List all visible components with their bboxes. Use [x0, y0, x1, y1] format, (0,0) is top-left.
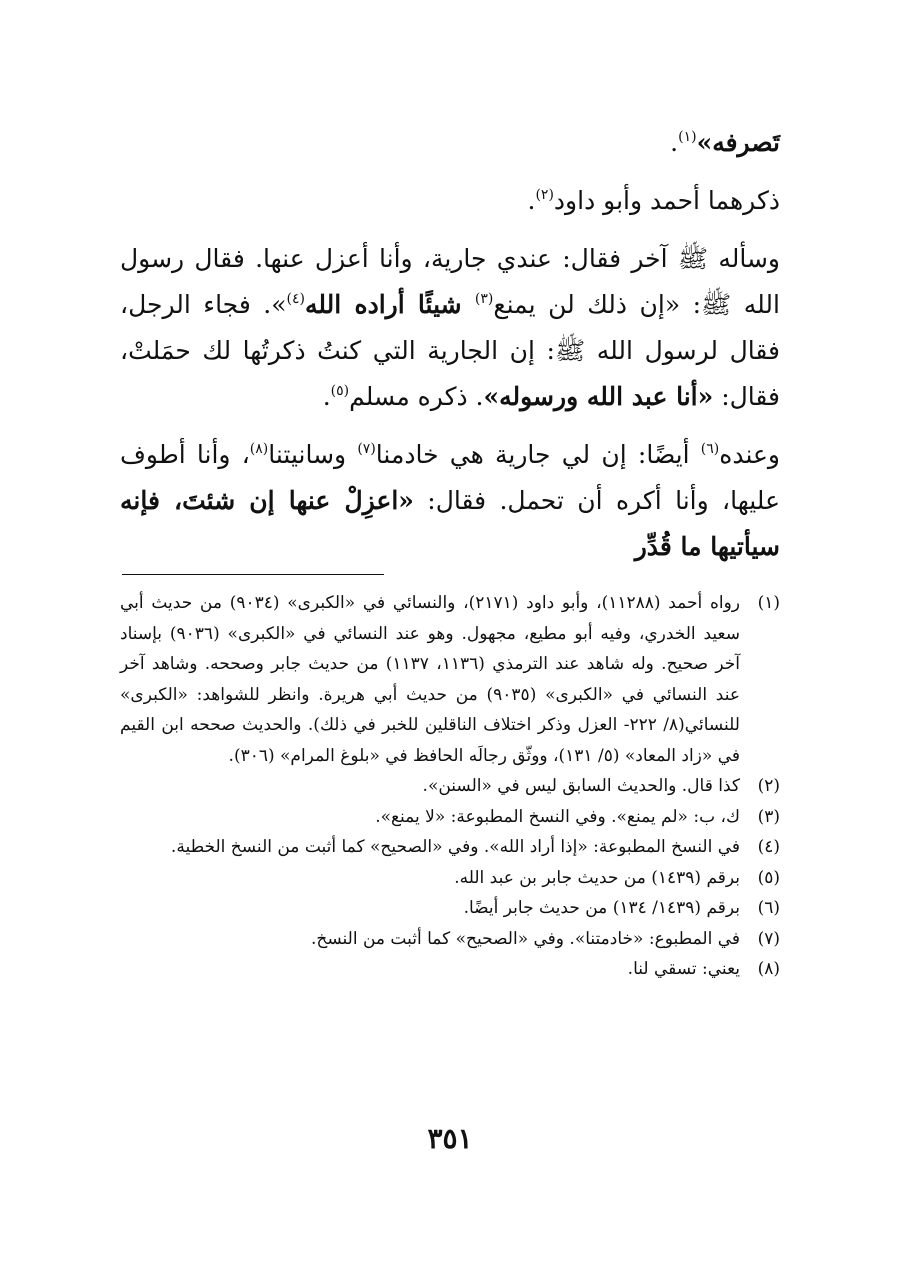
footnote-ref-5[interactable]: (٥) [330, 383, 350, 399]
paragraph-text: . ذكره مسلم [349, 382, 484, 411]
footnote-text: كذا قال. والحديث السابق ليس في «السنن». [422, 776, 740, 796]
footnote-text: يعني: تسقي لنا. [627, 959, 740, 979]
footnote-divider [122, 574, 384, 575]
paragraph-1: تَصرفه»$^{(١)}$. [670, 128, 780, 157]
footnote-ref-3[interactable]: (٣) [474, 291, 494, 307]
footnote-number: (٨) [757, 959, 780, 979]
footnote-ref-1[interactable]: (١) [678, 129, 697, 145]
footnote-8 [120, 954, 780, 985]
footnote-number: (١) [757, 593, 780, 613]
paragraph-text: ذكرهما أحمد وأبو داود [553, 186, 780, 215]
paragraph-2: ذكرهما أحمد وأبو داود$^{(٢)}$. [527, 186, 780, 215]
footnote-3 [120, 802, 780, 833]
footnote-number: (٣) [757, 806, 780, 827]
hadith-quote: «أنا عبد الله ورسوله» [483, 382, 714, 411]
footnote-1 [120, 588, 780, 771]
footnote-number: (٤) [757, 837, 780, 857]
footnote-number: (٥) [757, 867, 780, 888]
footnote-6 [120, 893, 780, 924]
footnote-text: في النسخ المطبوعة: «إذا أراد الله». وفي «الصحيح» كما أثبت من النسخ الخطية. [170, 837, 740, 857]
paragraph-text: وعنده [719, 440, 780, 469]
footnote-text: ك، ب: «لم يمنع». وفي النسخ المطبوعة: «لا يمنع». [375, 806, 740, 827]
hadith-quote: «اعزِلْ عنها إن شئتَ، فإنه سيأتيها ما قُدِّر [120, 486, 780, 561]
footnote-number: (٧) [757, 928, 780, 949]
page-number: ٣٥١ [427, 1122, 473, 1155]
footnote-ref-6[interactable]: (٦) [700, 441, 720, 457]
paragraph-text: وسأله ﷺ آخر فقال: عندي جارية، وأنا أعزل عنها. فقال رسول الله ﷺ: «إن ذلك لن يمنع [120, 244, 780, 319]
paragraph-text: ، وأنا أطوف عليها، وأنا أكره أن تحمل. فقال: [120, 440, 780, 515]
footnote-ref-2[interactable]: (٢) [535, 187, 554, 203]
paragraph-text: وسانيتنا [268, 440, 358, 469]
footnote-text: برقم (١٤٣٩/ ١٣٤) من حديث جابر أيضًا. [463, 898, 740, 918]
footnote-ref-8[interactable]: (٨) [249, 441, 269, 457]
paragraph-3: وسأله ﷺ آخر فقال: عندي جارية، وأنا أعزل عنها. فقال رسول الله ﷺ: «إن ذلك لن يمنع$^{(٣)}$ شيئًا أراده الله$^{(٤)}$». فجاء الرجل، فقال لرسول الله ﷺ: إن الجارية التي كنتُ ذكرتُها لك حمَلتْ، فقال: «أنا عبد الله ورسوله». ذكره مسلم$^{(٥)}$. [120, 244, 780, 411]
paragraph-text: أيضًا: إن لي جارية هي خادمنا [375, 440, 701, 469]
main-text [120, 120, 780, 582]
footnote-text: رواه أحمد (١١٢٨٨)، وأبو داود (٢١٧١)، والنسائي في «الكبرى» (٩٠٣٤) من حديث أبي سعيد الخدري، وفيه أبو مطيع، مجهول. وهو عند النسائي في «الكبرى» (٩٠٣٦) بإسناد آخر صحيح. وله شاهد عند الترمذي (١١٣٦، ١١٣٧) من حديث جابر وصححه. وشاهد آخر عند النسائي في «الكبرى» (٩٠٣٥) من حديث أبي هريرة. وانظر للشواهد: «الكبرى» للنسائي(٨/ ٢٢٢- العزل وذكر اختلاف الناقلين للخبر في ذلك). والحديث صححه ابن القيم في «زاد المعاد» (٥/ ١٣١)، ووثّق رجالَه الحافظ في «بلوغ المرام» (٣٠٦). [120, 593, 741, 766]
footnote-text: برقم (١٤٣٩) من حديث جابر بن عبد الله. [454, 867, 740, 888]
footnote-ref-7[interactable]: (٧) [357, 441, 376, 457]
footnote-number: (٢) [757, 776, 780, 796]
footnote-4 [120, 832, 780, 863]
footnote-text: في المطبوع: «خادمتنا». وفي «الصحيح» كما أثبت من النسخ. [310, 928, 740, 949]
footnote-number: (٦) [757, 898, 780, 918]
footnotes [120, 588, 780, 985]
footnote-5 [120, 863, 780, 894]
paragraph-4 [120, 432, 780, 570]
footnote-ref-4[interactable]: (٤) [286, 291, 305, 307]
hadith-quote: شيئًا أراده الله [304, 290, 475, 319]
paragraph-text: تَصرفه» [696, 128, 780, 157]
footnote-7 [120, 924, 780, 955]
footnote-2 [120, 771, 780, 802]
paragraph-text: ». فجاء الرجل، فقال لرسول الله ﷺ: إن الجارية التي كنتُ ذكرتُها لك حمَلتْ، فقال: [120, 290, 780, 411]
